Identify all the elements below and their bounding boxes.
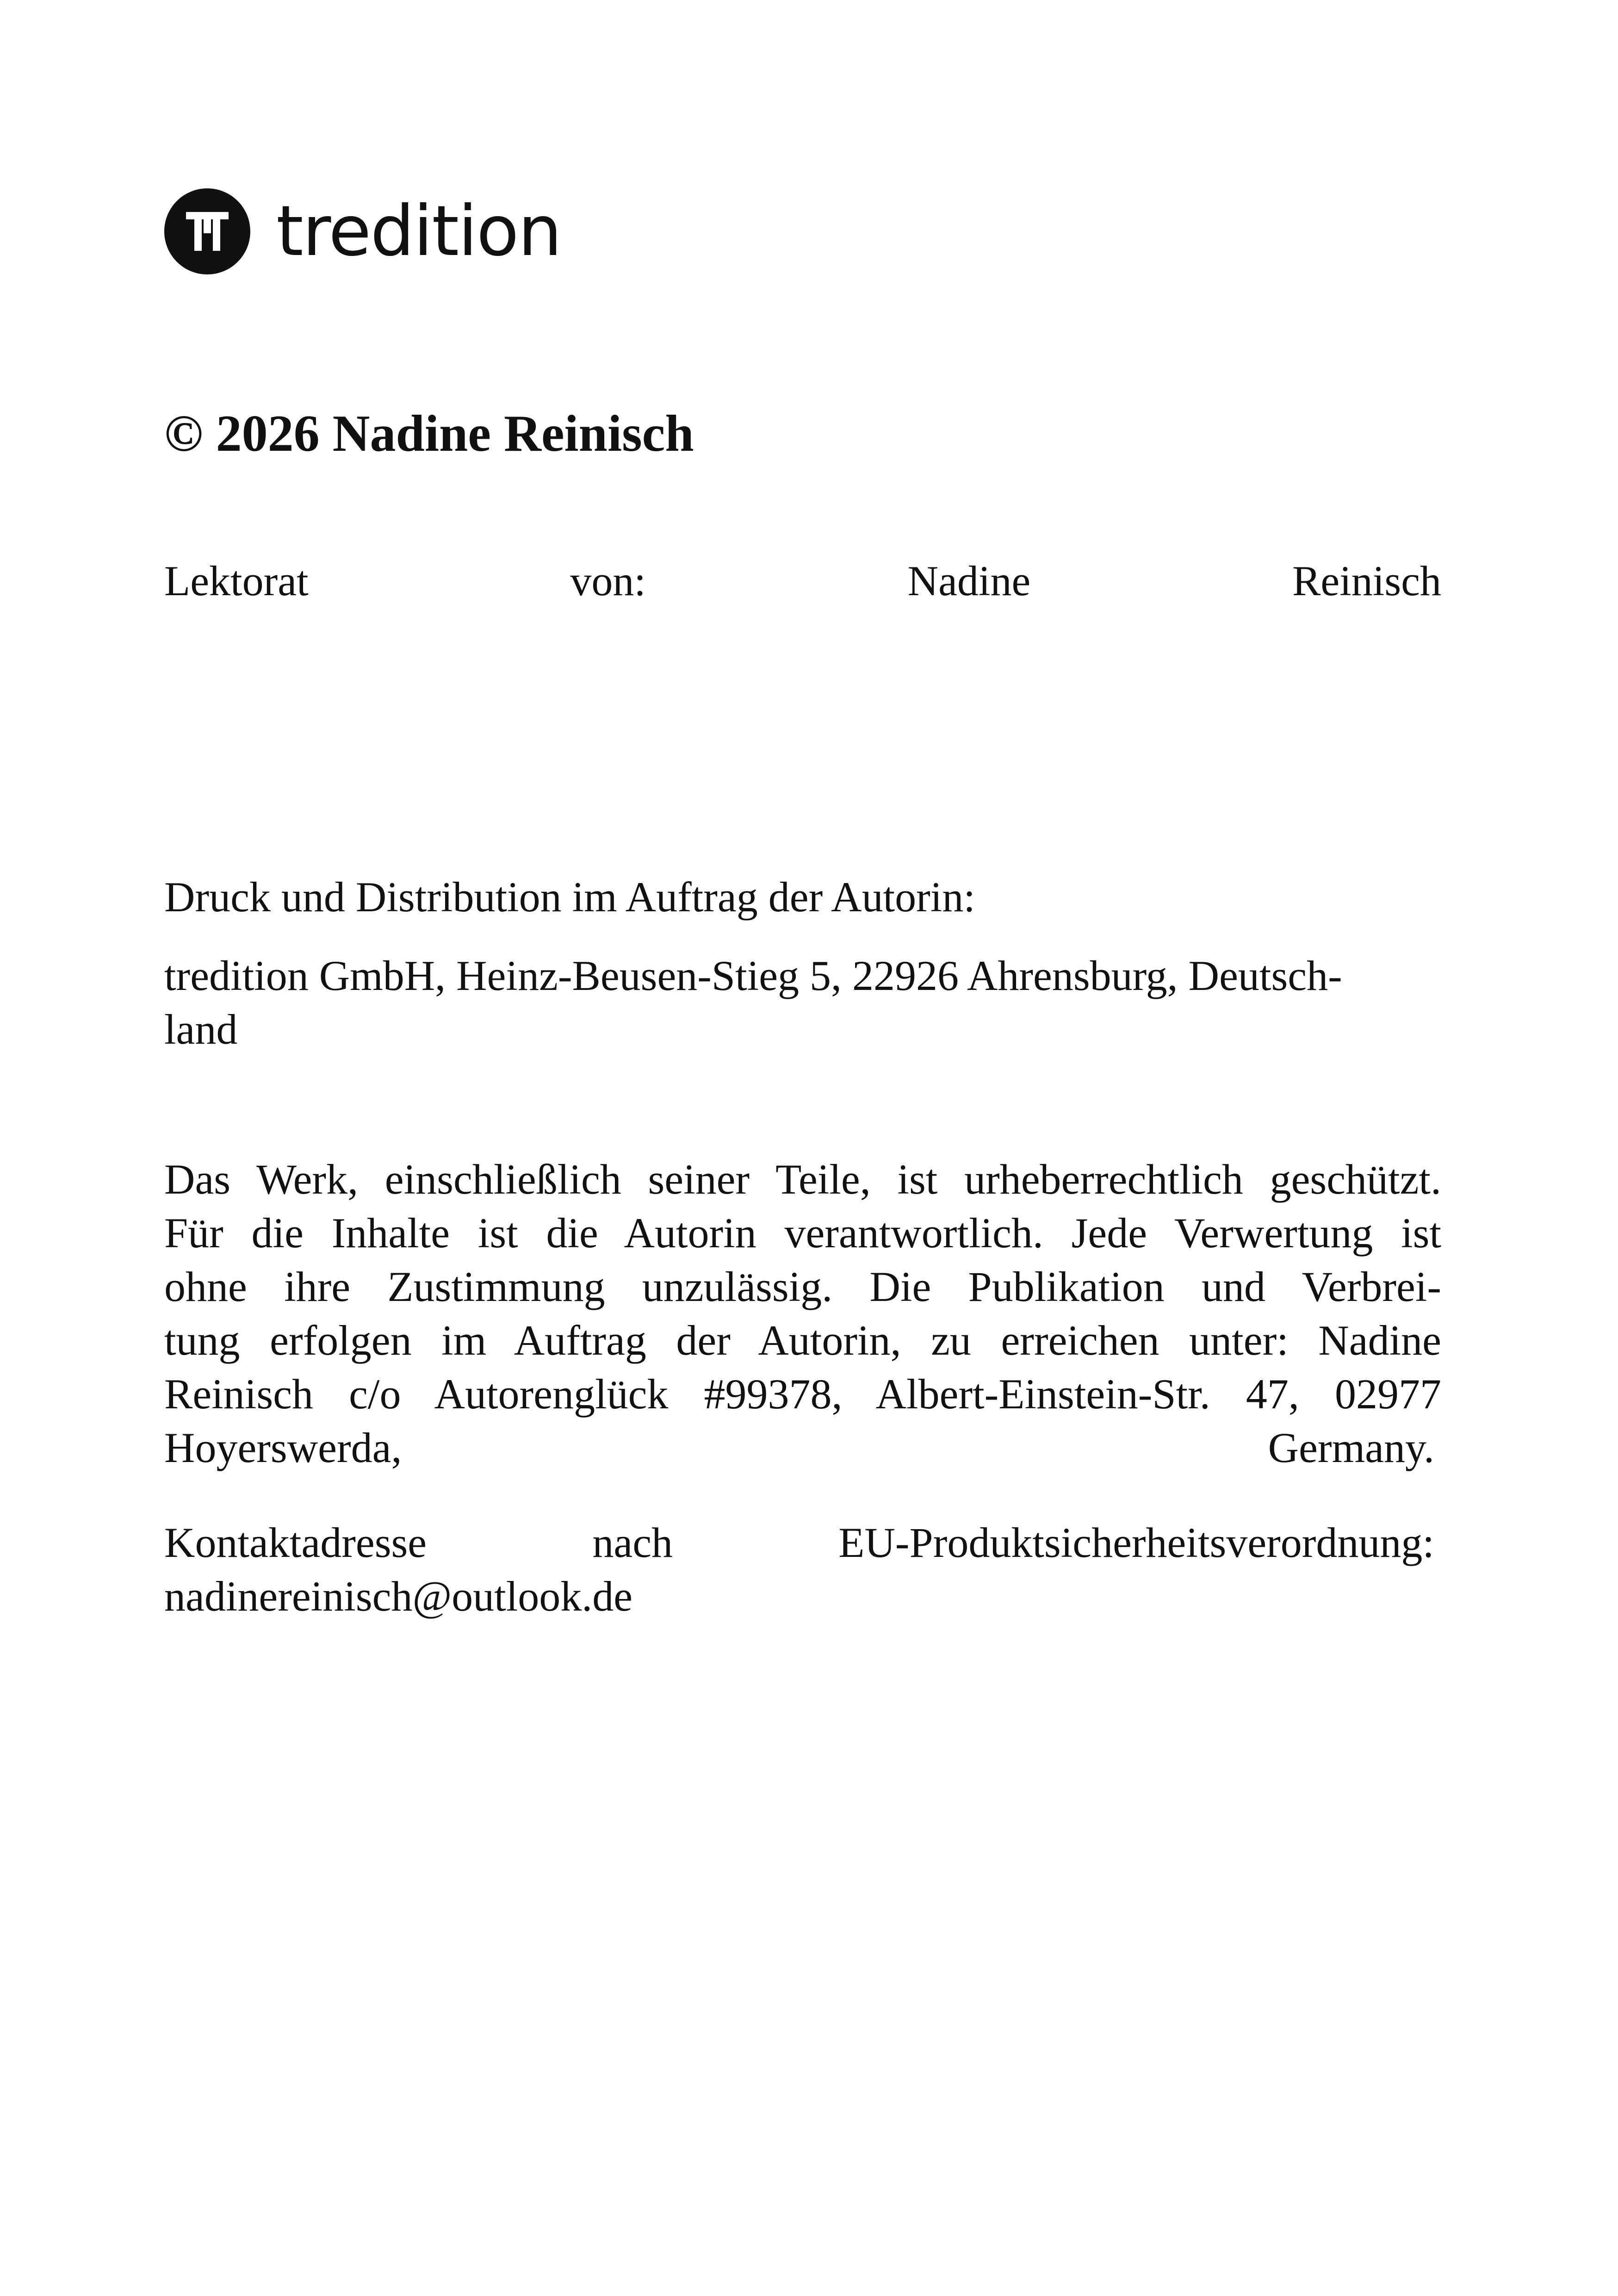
publisher-logo [164,187,561,275]
notice-line: ohne ihre Zustimmung unzulässig. Die Publikation und Verbrei- [164,1263,1441,1310]
notice-country: Germany. [1268,1424,1434,1471]
lektorat-word: Lektorat [164,557,309,604]
copyright-line: © 2026 Nadine Reinisch [164,405,694,462]
address-line: tredition GmbH, Heinz-Beusen-Stieg 5, 22926 Ahrensburg, Deutsch- [164,952,1342,999]
copyright-notice-paragraph [164,1152,1441,1475]
lektorat-word: von: [570,557,646,604]
notice-line: Für die Inhalte ist die Autorin verantwortlich. Jede Verwertung ist [164,1209,1441,1257]
logo-glyph [180,204,235,259]
contact-block [164,1516,1441,1623]
lektorat-line [164,555,1441,606]
contact-word: Kontaktadresse [164,1519,427,1566]
contact-word: nach [592,1519,673,1566]
notice-line: Reinisch c/o Autorenglück #99378, Albert-Einstein-Str. 47, 02977 [164,1370,1441,1418]
notice-line [164,1421,1434,1475]
distribution-title: Druck und Distribution im Auftrag der Autorin: [164,873,975,921]
contact-email[interactable]: nadinereinisch@outlook.de [164,1573,633,1620]
contact-label-line [164,1516,1434,1569]
contact-word: EU-Produktsicherheitsverordnung: [838,1519,1434,1566]
notice-city: Hoyerswerda, [164,1424,402,1471]
distribution-address [164,949,1441,1056]
lektorat-word: Nadine [907,557,1031,604]
address-line: land [164,1006,238,1053]
lektorat-word: Reinisch [1292,557,1441,604]
tredition-logo-icon [164,188,250,274]
notice-line: tung erfolgen im Auftrag der Autorin, zu erreichen unter: Nadine [164,1317,1441,1364]
notice-line: Das Werk, einschließlich seiner Teile, ist urheberrechtlich geschützt. [164,1156,1441,1203]
logo-wordmark: tredition [276,191,561,272]
